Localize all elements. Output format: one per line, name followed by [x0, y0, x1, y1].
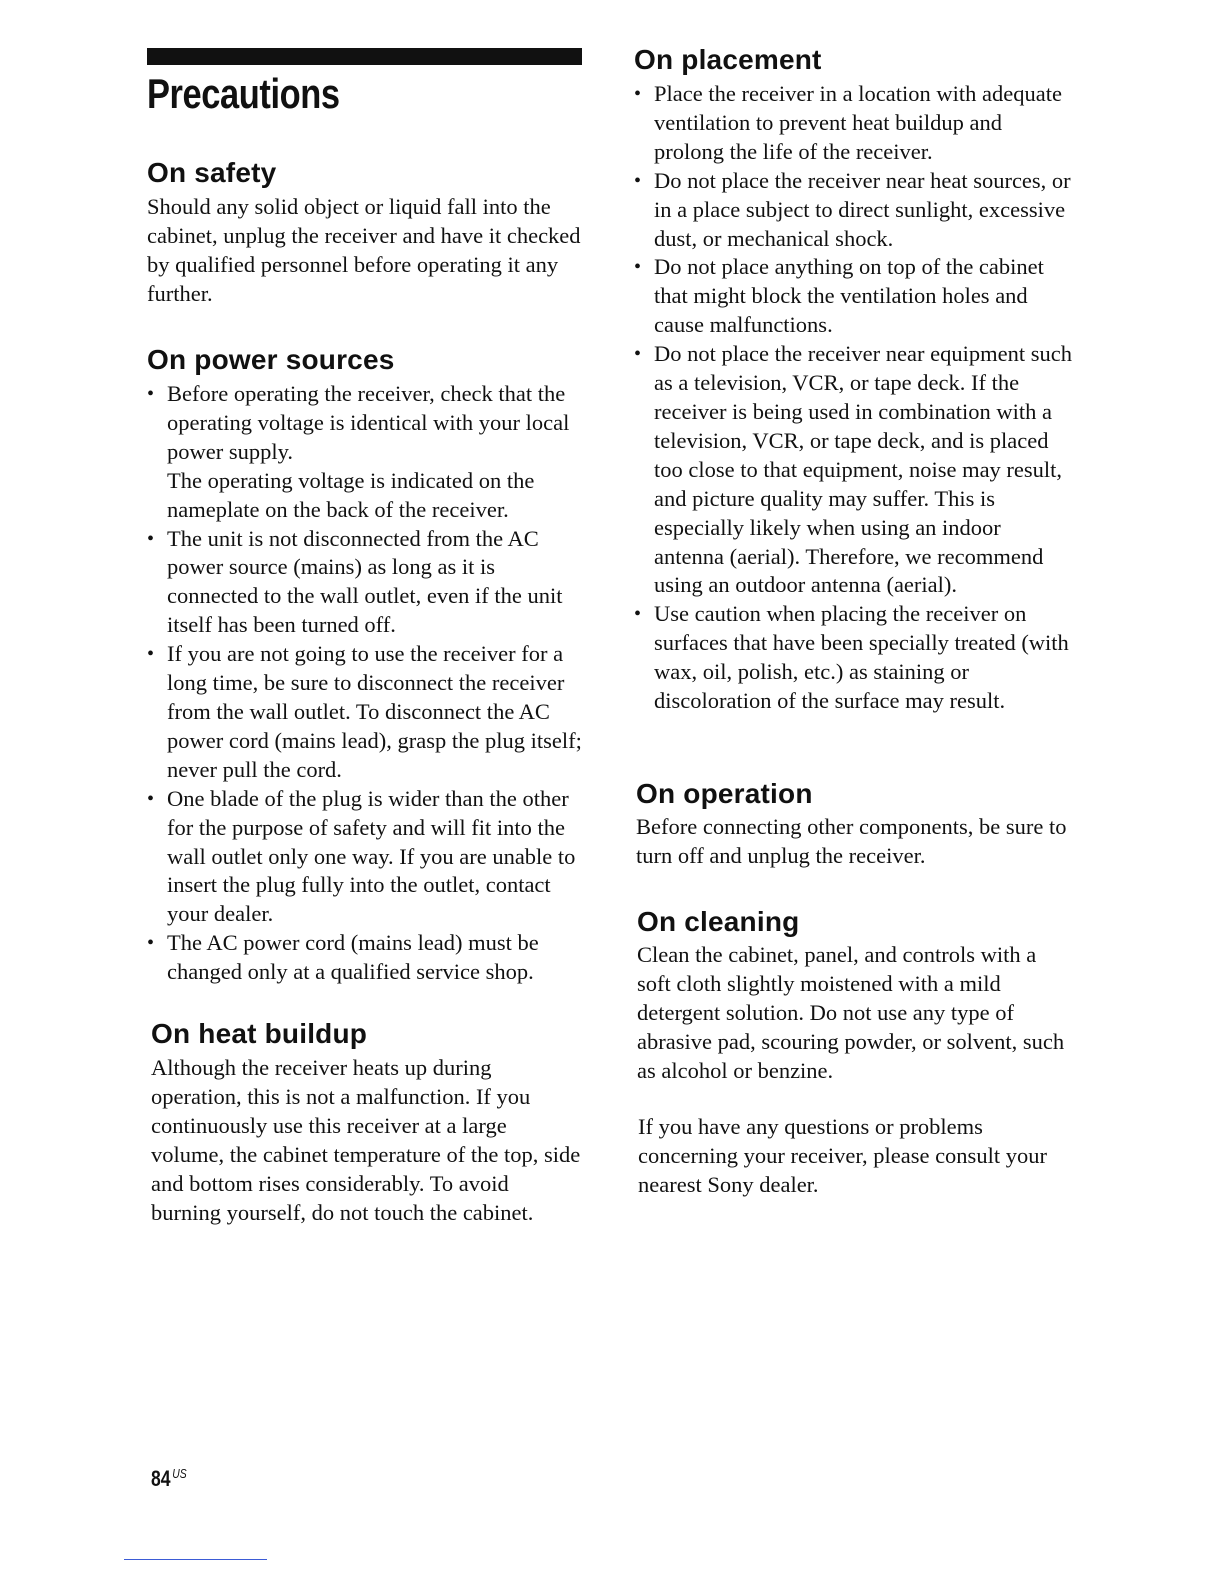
- list-item: • If you are not going to use the receiver for a long time, be sure to disconnect the receiver from the wall outlet. To disconnect the AC power cord (mains lead), grasp the plug itself; never pull the cord.: [147, 640, 587, 785]
- placement-list: [634, 80, 1074, 716]
- page-title: Precautions: [147, 70, 340, 117]
- heading-on-operation: On operation: [636, 778, 813, 809]
- list-item: • Use caution when placing the receiver on surfaces that have been specially treated (with wax, oil, polish, etc.) as staining or discoloration of the surface may result.: [634, 600, 1074, 716]
- title-bar: [147, 48, 582, 65]
- list-item: • Do not place the receiver near heat sources, or in a place subject to direct sunlight, excessive dust, or mechanical shock.: [634, 167, 1074, 254]
- list-item: • Before operating the receiver, check that the operating voltage is identical with your local power supply. The operating voltage is indicated on the nameplate on the back of the receiver.: [147, 380, 587, 525]
- heading-on-heat-buildup: On heat buildup: [151, 1018, 368, 1049]
- heading-on-placement: On placement: [634, 44, 822, 75]
- heading-on-cleaning: On cleaning: [637, 906, 800, 937]
- footer-line: [124, 1559, 267, 1560]
- list-item: • Do not place anything on top of the cabinet that might block the ventilation holes and cause malfunctions.: [634, 253, 1074, 340]
- cleaning-text: Clean the cabinet, panel, and controls with a soft cloth slightly moistened with a mild detergent solution. Do not use any type of abrasive pad, scouring powder, or solvent, such as alcohol or benzine.: [637, 942, 1065, 1083]
- page-number-suffix: US: [172, 1466, 187, 1481]
- closing-note: If you have any questions or problems concerning your receiver, please consult your nearest Sony dealer.: [638, 1114, 1047, 1197]
- list-item: • The unit is not disconnected from the AC power source (mains) as long as it is connected to the wall outlet, even if the unit itself has been turned off.: [147, 525, 587, 641]
- list-item: • One blade of the plug is wider than the other for the purpose of safety and will fit into the wall outlet only one way. If you are unable to insert the plug fully into the outlet, contact your dealer.: [147, 785, 587, 930]
- heading-on-safety: On safety: [147, 157, 277, 188]
- safety-text: Should any solid object or liquid fall into the cabinet, unplug the receiver and have it checked by qualified personnel before operating it any further.: [147, 194, 581, 306]
- list-item-note: The operating voltage is indicated on the nameplate on the back of the receiver.: [167, 467, 535, 522]
- heading-on-power-sources: On power sources: [147, 344, 395, 375]
- list-item: • Place the receiver in a location with adequate ventilation to prevent heat buildup and prolong the life of the receiver.: [634, 80, 1074, 167]
- page-number: 84 $^{US}$: [151, 1466, 187, 1491]
- power-list: [147, 380, 587, 987]
- list-item: • Do not place the receiver near equipment such as a television, VCR, or tape deck. If the receiver is being used in combination with a television, VCR, or tape deck, and is placed too close to that equipment, noise may result, and picture quality may suffer. This is especially likely when using an indoor antenna (aerial). Therefore, we recommend using an outdoor antenna (aerial).: [634, 340, 1074, 600]
- list-item: • The AC power cord (mains lead) must be changed only at a qualified service shop.: [147, 929, 587, 987]
- operation-text: Before connecting other components, be sure to turn off and unplug the receiver.: [636, 814, 1067, 868]
- heat-text: Although the receiver heats up during operation, this is not a malfunction. If you continuously use this receiver at a large volume, the cabinet temperature of the top, side and bottom rises considerably. To avoid burning yourself, do not touch the cabinet.: [151, 1055, 581, 1225]
